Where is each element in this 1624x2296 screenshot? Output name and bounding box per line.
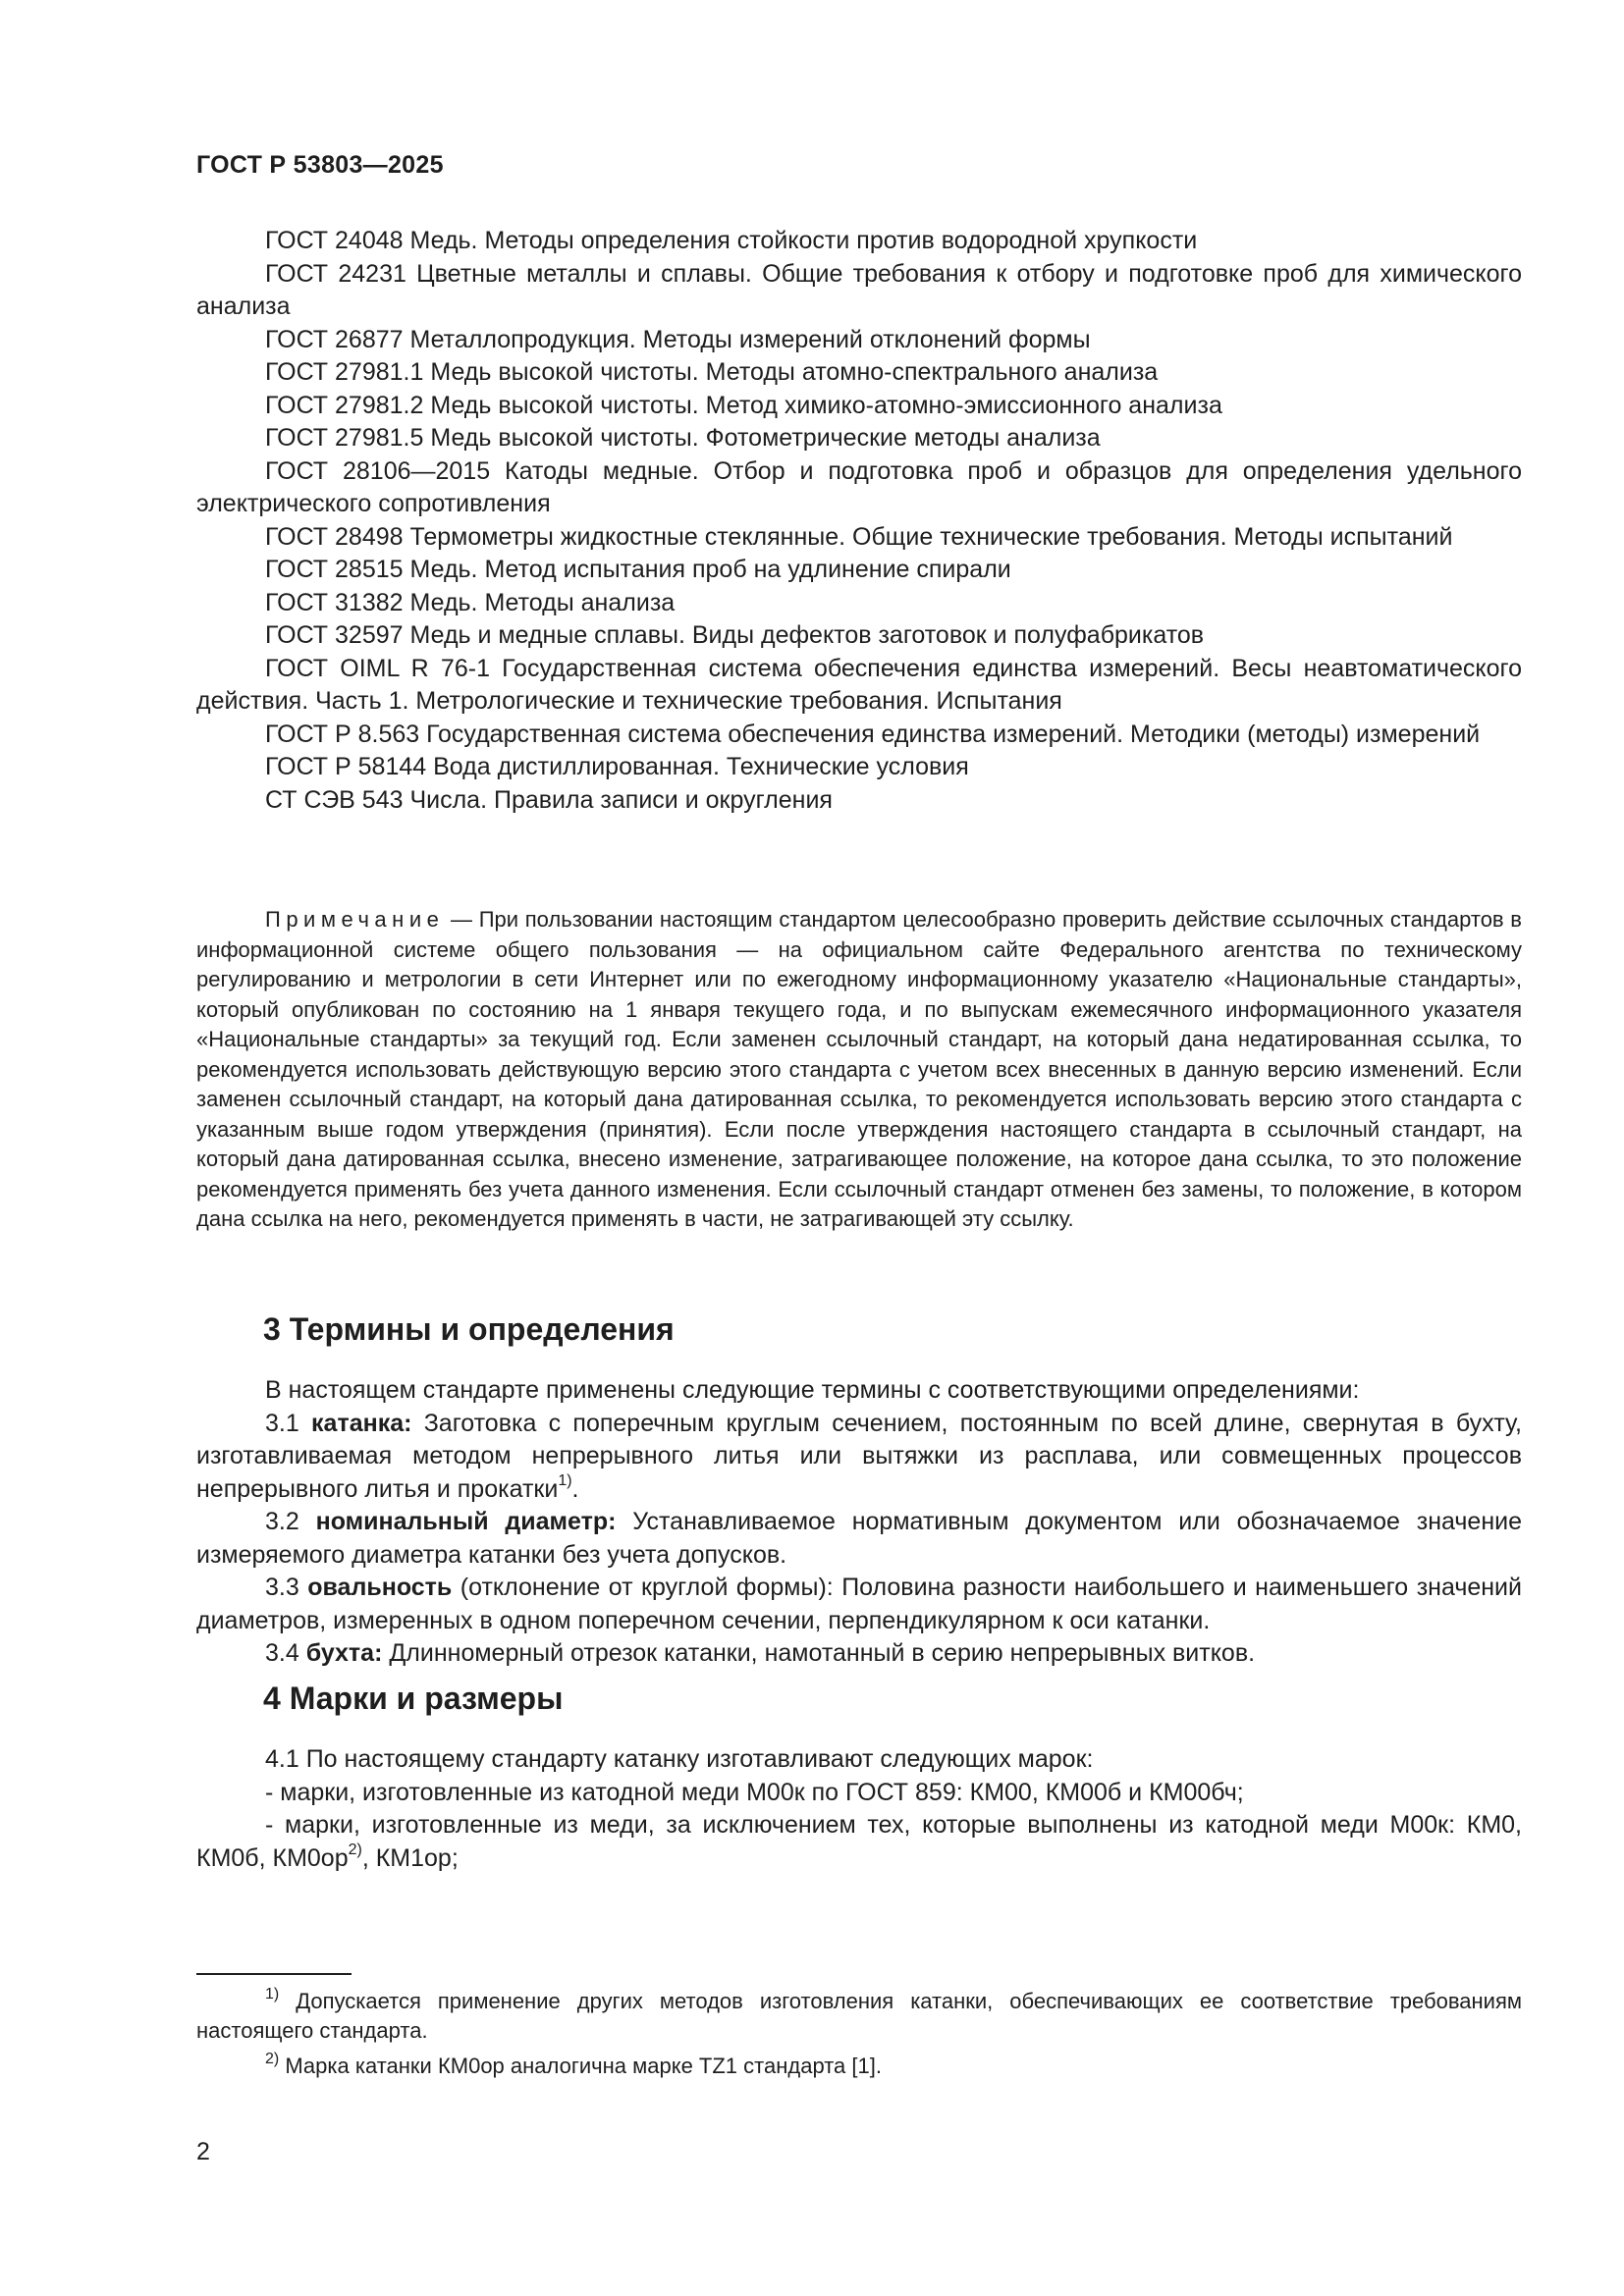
section-3-intro: В настоящем стандарте применены следующие термины с соответствующими определениями: [265, 1376, 1360, 1404]
document-code-header: ГОСТ Р 53803—2025 [196, 151, 444, 179]
term-name: овальность [307, 1574, 453, 1601]
reference-item: ГОСТ Р 8.563 Государственная система обеспечения единства измерений. Методики (методы) измерений [265, 720, 1481, 748]
reference-item: ГОСТ 24231 Цветные металлы и сплавы. Общие требования к отбору и подготовке проб для химического анализа [196, 259, 1522, 320]
reference-item: ГОСТ 28515 Медь. Метод испытания проб на удлинение спирали [265, 556, 1011, 583]
reference-item: ГОСТ 27981.1 Медь высокой чистоты. Методы атомно-спектрального анализа [265, 358, 1159, 386]
section-4-paragraph: 4.1 По настоящему стандарту катанку изготавливают следующих марок: [265, 1745, 1094, 1773]
section-3-heading: 3 Термины и определения [263, 1311, 675, 1347]
footnote: $^{2)}$ Марка катанки КМ0ор аналогична марке TZ1 стандарта [1]. [265, 2050, 882, 2078]
term-name: номинальный диаметр: [315, 1508, 617, 1535]
note-text: — При пользовании настоящим стандартом целесообразно проверить действие ссылочных стандартов в информационной системе общего пользования — на официальном сайте Федерального агентства по техническому регулированию и метрологии в сети Интернет или по ежегодному информационному указателю «Национальные стандарты», который опубликован по состоянию на 1 января текущего года, и по выпускам ежемесячного информационного указателя «Национальные стандарты» за текущий год. Если заменен ссылочный стандарт, на который дана недатированная ссылка, то рекомендуется использовать действующую версию этого стандарта с учетом всех внесенных в данную версию изменений. Если заменен ссылочный стандарт, на который дана датированная ссылка, то рекомендуется использовать версию этого стандарта с указанным выше годом утверждения (принятия). Если после утверждения настоящего стандарта в ссылочный стандарт, на который дана датированная ссылка, внесено изменение, затрагивающее положение, на которое дана ссылка, то это положение рекомендуется применять без учета данного изменения. Если ссылочный стандарт отменен без замены, то положение, в котором дана ссылка на него, рекомендуется применять в части, не затрагивающей эту ссылку. [196, 907, 1522, 1231]
section-3-body [196, 1374, 1522, 1671]
footnote-ref: 2) [348, 1842, 362, 1859]
reference-item: СТ СЭВ 543 Числа. Правила записи и округления [265, 785, 833, 814]
footnote-ref: 1) [558, 1472, 572, 1490]
references-note [196, 905, 1522, 1235]
reference-item: ГОСТ 27981.2 Медь высокой чистоты. Метод химико-атомно-эмиссионного анализа [265, 391, 1222, 419]
footnote-separator [196, 1973, 352, 1975]
term-definition: 3.2 номинальный диаметр: Устанавливаемое нормативным документом или обозначаемое значение измеряемого диаметра катанки без учета допусков. [196, 1508, 1522, 1569]
section-4-paragraph: - марки, изготовленные из катодной меди М00к по ГОСТ 859: КМ00, КМ00б и КМ00бч; [265, 1778, 1244, 1806]
reference-item: ГОСТ 27981.5 Медь высокой чистоты. Фотометрические методы анализа [265, 424, 1101, 452]
term-definition: 3.1 катанка: Заготовка с поперечным круглым сечением, постоянным по всей длине, свернутая в бухту, изготавливаемая методом непрерывного литья или вытяжки из расплава, или совмещенных процессов непрерывного литья и прокатки$^{1)}$. [196, 1409, 1522, 1503]
normative-references-list [196, 225, 1522, 817]
section-4-paragraph: - марки, изготовленные из меди, за исключением тех, которые выполнены из катодной меди М00к: КМ0, КМ0б, $КМ0ор^{2)}$, КМ1ор; [196, 1811, 1522, 1872]
term-definition: 3.4 бухта: Длинномерный отрезок катанки, намотанный в серию непрерывных витков. [265, 1639, 1256, 1667]
reference-item: ГОСТ 31382 Медь. Методы анализа [265, 588, 676, 616]
reference-item: ГОСТ 32597 Медь и медные сплавы. Виды дефектов заготовок и полуфабрикатов [265, 621, 1205, 649]
reference-item: ГОСТ OIML R 76-1 Государственная система обеспечения единства измерений. Весы неавтоматического действия. Часть 1. Метрологические и технические требования. Испытания [196, 654, 1522, 715]
reference-item: ГОСТ 28106—2015 Катоды медные. Отбор и подготовка проб и образцов для определения удельного электрического сопротивления [196, 456, 1522, 517]
footnotes [196, 1987, 1522, 2087]
reference-item: ГОСТ 26877 Металлопродукция. Методы измерений отклонений формы [265, 325, 1091, 353]
section-4-heading: 4 Марки и размеры [263, 1681, 564, 1716]
term-definition: 3.3 овальность (отклонение от круглой формы): Половина разности наибольшего и наименьшего значений диаметров, измеренных в одном поперечном сечении, перпендикулярном к оси катанки. [196, 1574, 1522, 1634]
term-name: бухта: [305, 1639, 383, 1667]
footnote-mark: 2) [265, 2050, 280, 2067]
reference-item: ГОСТ Р 58144 Вода дистиллированная. Технические условия [265, 753, 969, 780]
term-name: катанка: [311, 1409, 412, 1437]
section-4-body [196, 1743, 1522, 1875]
reference-item: ГОСТ 28498 Термометры жидкостные стеклянные. Общие технические требования. Методы испытаний [265, 522, 1453, 551]
page-number: 2 [196, 2138, 210, 2165]
footnote-mark: 1) [265, 1985, 280, 2002]
reference-item: ГОСТ 24048 Медь. Методы определения стойкости против водородной хрупкости [265, 227, 1198, 254]
note-label: Примечание [265, 907, 445, 932]
footnote: $^{1)}$ Допускается применение других методов изготовления катанки, обеспечивающих ее соответствие требованиям настоящего стандарта. [196, 1985, 1522, 2043]
